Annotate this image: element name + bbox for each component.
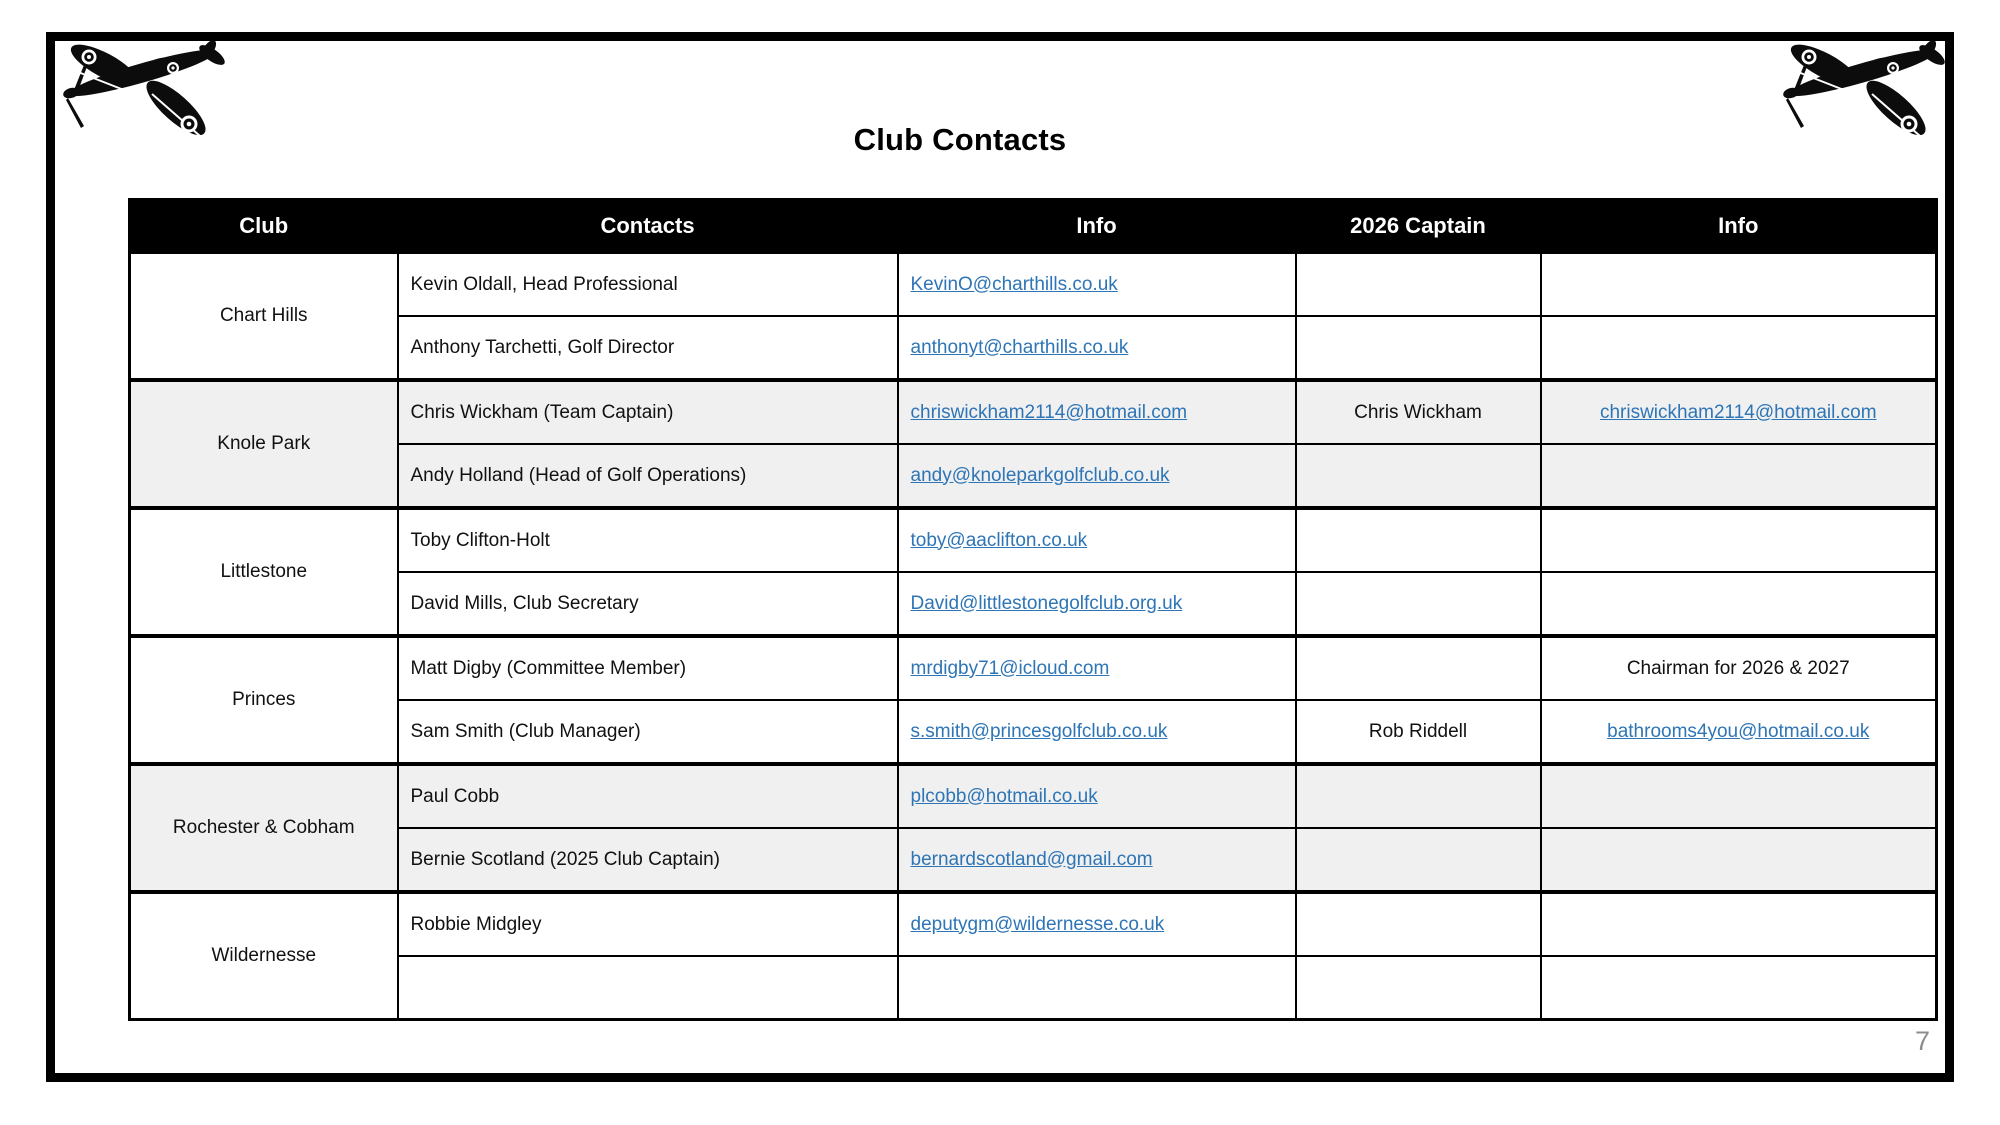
info2-cell xyxy=(1541,572,1937,636)
info2-cell xyxy=(1541,444,1937,508)
info-cell xyxy=(898,508,1296,572)
info-cell xyxy=(898,380,1296,444)
email-link[interactable]: bathrooms4you@hotmail.co.uk xyxy=(1607,720,1870,742)
table-row xyxy=(130,252,1937,316)
table-row xyxy=(130,764,1937,828)
info-cell xyxy=(898,892,1296,956)
captain-cell xyxy=(1296,700,1541,764)
table-row xyxy=(130,380,1937,444)
contact-cell xyxy=(398,316,898,380)
club-name-cell: Wildernesse xyxy=(130,892,398,1020)
info2-cell xyxy=(1541,636,1937,700)
captain-cell xyxy=(1296,444,1541,508)
email-link[interactable]: chriswickham2114@hotmail.com xyxy=(1599,401,1877,423)
info2-cell xyxy=(1541,764,1937,828)
info-cell xyxy=(898,444,1296,508)
contact-text: Matt Digby (Committee Member) xyxy=(410,657,687,679)
captain-cell xyxy=(1296,764,1541,828)
captain-cell xyxy=(1296,380,1541,444)
column-header: Info xyxy=(898,200,1296,253)
info-cell xyxy=(898,828,1296,892)
info2-text: Chairman for 2026 & 2027 xyxy=(1626,657,1850,679)
contact-cell xyxy=(398,700,898,764)
contact-text: Robbie Midgley xyxy=(410,913,542,935)
contact-cell xyxy=(398,764,898,828)
club-name-cell: Rochester & Cobham xyxy=(130,764,398,892)
contact-cell xyxy=(398,956,898,1020)
table-row xyxy=(130,956,1937,1020)
info-cell xyxy=(898,956,1296,1020)
column-header: Club xyxy=(130,200,398,253)
table-row xyxy=(130,508,1937,572)
email-link[interactable]: David@littlestonegolfclub.org.uk xyxy=(910,592,1183,614)
club-name-cell: Littlestone xyxy=(130,508,398,636)
table-row xyxy=(130,636,1937,700)
table-row xyxy=(130,572,1937,636)
info-cell xyxy=(898,572,1296,636)
contact-cell xyxy=(398,892,898,956)
email-link[interactable]: plcobb@hotmail.co.uk xyxy=(910,785,1098,807)
info2-cell xyxy=(1541,828,1937,892)
contact-text: David Mills, Club Secretary xyxy=(410,592,639,614)
email-link[interactable]: deputygm@wildernesse.co.uk xyxy=(910,913,1165,935)
info2-cell xyxy=(1541,316,1937,380)
contact-text: Kevin Oldall, Head Professional xyxy=(410,273,678,295)
contact-text: Andy Holland (Head of Golf Operations) xyxy=(410,464,747,486)
captain-cell xyxy=(1296,956,1541,1020)
club-name-cell: Chart Hills xyxy=(130,252,398,380)
info2-cell xyxy=(1541,892,1937,956)
captain-cell xyxy=(1296,572,1541,636)
contact-cell xyxy=(398,252,898,316)
contact-text: Bernie Scotland (2025 Club Captain) xyxy=(410,848,720,870)
email-link[interactable]: s.smith@princesgolfclub.co.uk xyxy=(910,720,1168,742)
contact-cell xyxy=(398,380,898,444)
table-row xyxy=(130,444,1937,508)
captain-cell xyxy=(1296,892,1541,956)
page-title: Club Contacts xyxy=(853,122,1067,157)
column-header: 2026 Captain xyxy=(1296,200,1541,253)
club-contacts-table xyxy=(128,198,1938,1021)
table-row xyxy=(130,316,1937,380)
contact-text: Anthony Tarchetti, Golf Director xyxy=(410,336,675,358)
contact-text: Paul Cobb xyxy=(410,785,500,807)
page-number: 7 xyxy=(1914,1026,1930,1056)
email-link[interactable]: KevinO@charthills.co.uk xyxy=(910,273,1118,295)
email-link[interactable]: chriswickham2114@hotmail.com xyxy=(910,401,1188,423)
info-cell xyxy=(898,252,1296,316)
club-name-cell: Princes xyxy=(130,636,398,764)
captain-text: Rob Riddell xyxy=(1368,720,1468,742)
contact-cell xyxy=(398,572,898,636)
table-row xyxy=(130,892,1937,956)
captain-cell xyxy=(1296,828,1541,892)
info-cell xyxy=(898,316,1296,380)
info-cell xyxy=(898,764,1296,828)
info2-cell xyxy=(1541,700,1937,764)
contact-text: Toby Clifton-Holt xyxy=(410,529,550,551)
captain-cell xyxy=(1296,636,1541,700)
contact-text: Chris Wickham (Team Captain) xyxy=(410,401,674,423)
info2-cell xyxy=(1541,252,1937,316)
captain-cell xyxy=(1296,316,1541,380)
contact-text: Sam Smith (Club Manager) xyxy=(410,720,641,742)
email-link[interactable]: mrdigby71@icloud.com xyxy=(910,657,1110,679)
column-header: Contacts xyxy=(398,200,898,253)
table-row xyxy=(130,700,1937,764)
email-link[interactable]: andy@knoleparkgolfclub.co.uk xyxy=(910,464,1170,486)
info-cell xyxy=(898,636,1296,700)
contact-cell xyxy=(398,444,898,508)
info2-cell xyxy=(1541,380,1937,444)
captain-cell xyxy=(1296,508,1541,572)
email-link[interactable]: toby@aaclifton.co.uk xyxy=(910,529,1088,551)
contact-cell xyxy=(398,508,898,572)
contact-cell xyxy=(398,636,898,700)
table-header-row xyxy=(130,200,1937,253)
captain-cell xyxy=(1296,252,1541,316)
email-link[interactable]: anthonyt@charthills.co.uk xyxy=(910,336,1129,358)
contact-cell xyxy=(398,828,898,892)
info2-cell xyxy=(1541,508,1937,572)
club-name-cell: Knole Park xyxy=(130,380,398,508)
info-cell xyxy=(898,700,1296,764)
captain-text: Chris Wickham xyxy=(1354,401,1482,423)
email-link[interactable]: bernardscotland@gmail.com xyxy=(910,848,1153,870)
info2-cell xyxy=(1541,956,1937,1020)
table-row xyxy=(130,828,1937,892)
column-header: Info xyxy=(1541,200,1937,253)
